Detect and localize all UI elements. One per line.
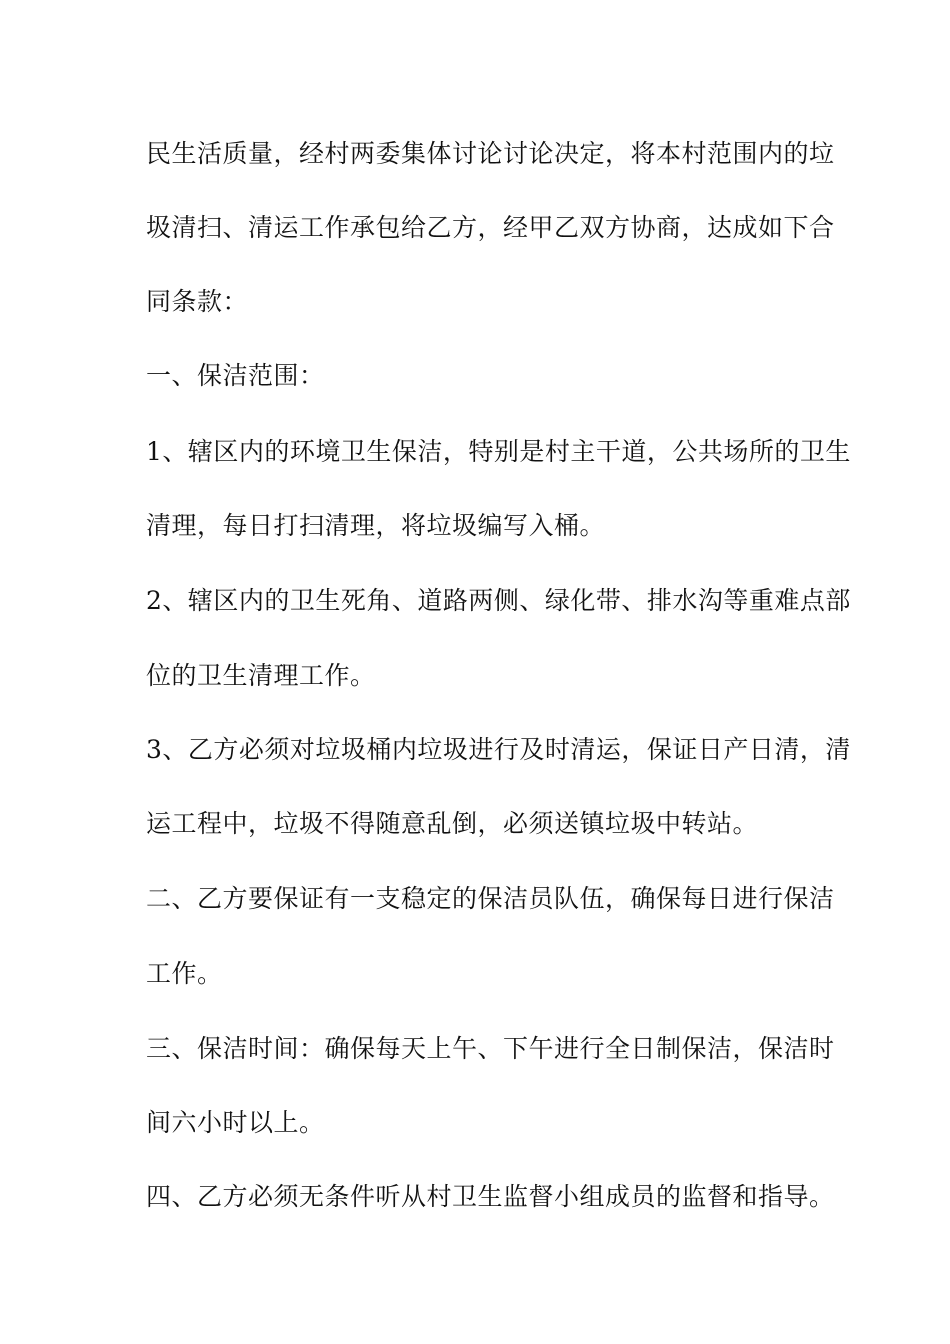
text-line: 圾清扫、清运工作承包给乙方，经甲乙双方协商，达成如下合 bbox=[146, 213, 835, 242]
text-line: 同条款： bbox=[146, 287, 249, 316]
text-line: 3、乙方必须对垃圾桶内垃圾进行及时清运，保证日产日清，清 bbox=[146, 735, 851, 764]
text-line: 工作。 bbox=[146, 959, 223, 988]
text-line: 民生活质量，经村两委集体讨论讨论决定，将本村范围内的垃 bbox=[146, 139, 835, 168]
text-line: 清理，每日打扫清理，将垃圾编写入桶。 bbox=[146, 511, 606, 540]
text-line: 2、辖区内的卫生死角、道路两侧、绿化带、排水沟等重难点部 bbox=[146, 586, 851, 615]
text-line: 运工程中，垃圾不得随意乱倒，必须送镇垃圾中转站。 bbox=[146, 809, 759, 838]
text-line: 间六小时以上。 bbox=[146, 1108, 325, 1137]
section-heading: 三、保洁时间：确保每天上午、下午进行全日制保洁，保洁时 bbox=[146, 1034, 835, 1063]
text-line: 位的卫生清理工作。 bbox=[146, 661, 376, 690]
section-heading: 一、保洁范围： bbox=[146, 361, 325, 390]
section-heading: 二、乙方要保证有一支稳定的保洁员队伍，确保每日进行保洁 bbox=[146, 884, 835, 913]
text-line: 1、辖区内的环境卫生保洁，特别是村主干道，公共场所的卫生 bbox=[146, 437, 851, 466]
section-heading: 四、乙方必须无条件听从村卫生监督小组成员的监督和指导。 bbox=[146, 1182, 835, 1211]
